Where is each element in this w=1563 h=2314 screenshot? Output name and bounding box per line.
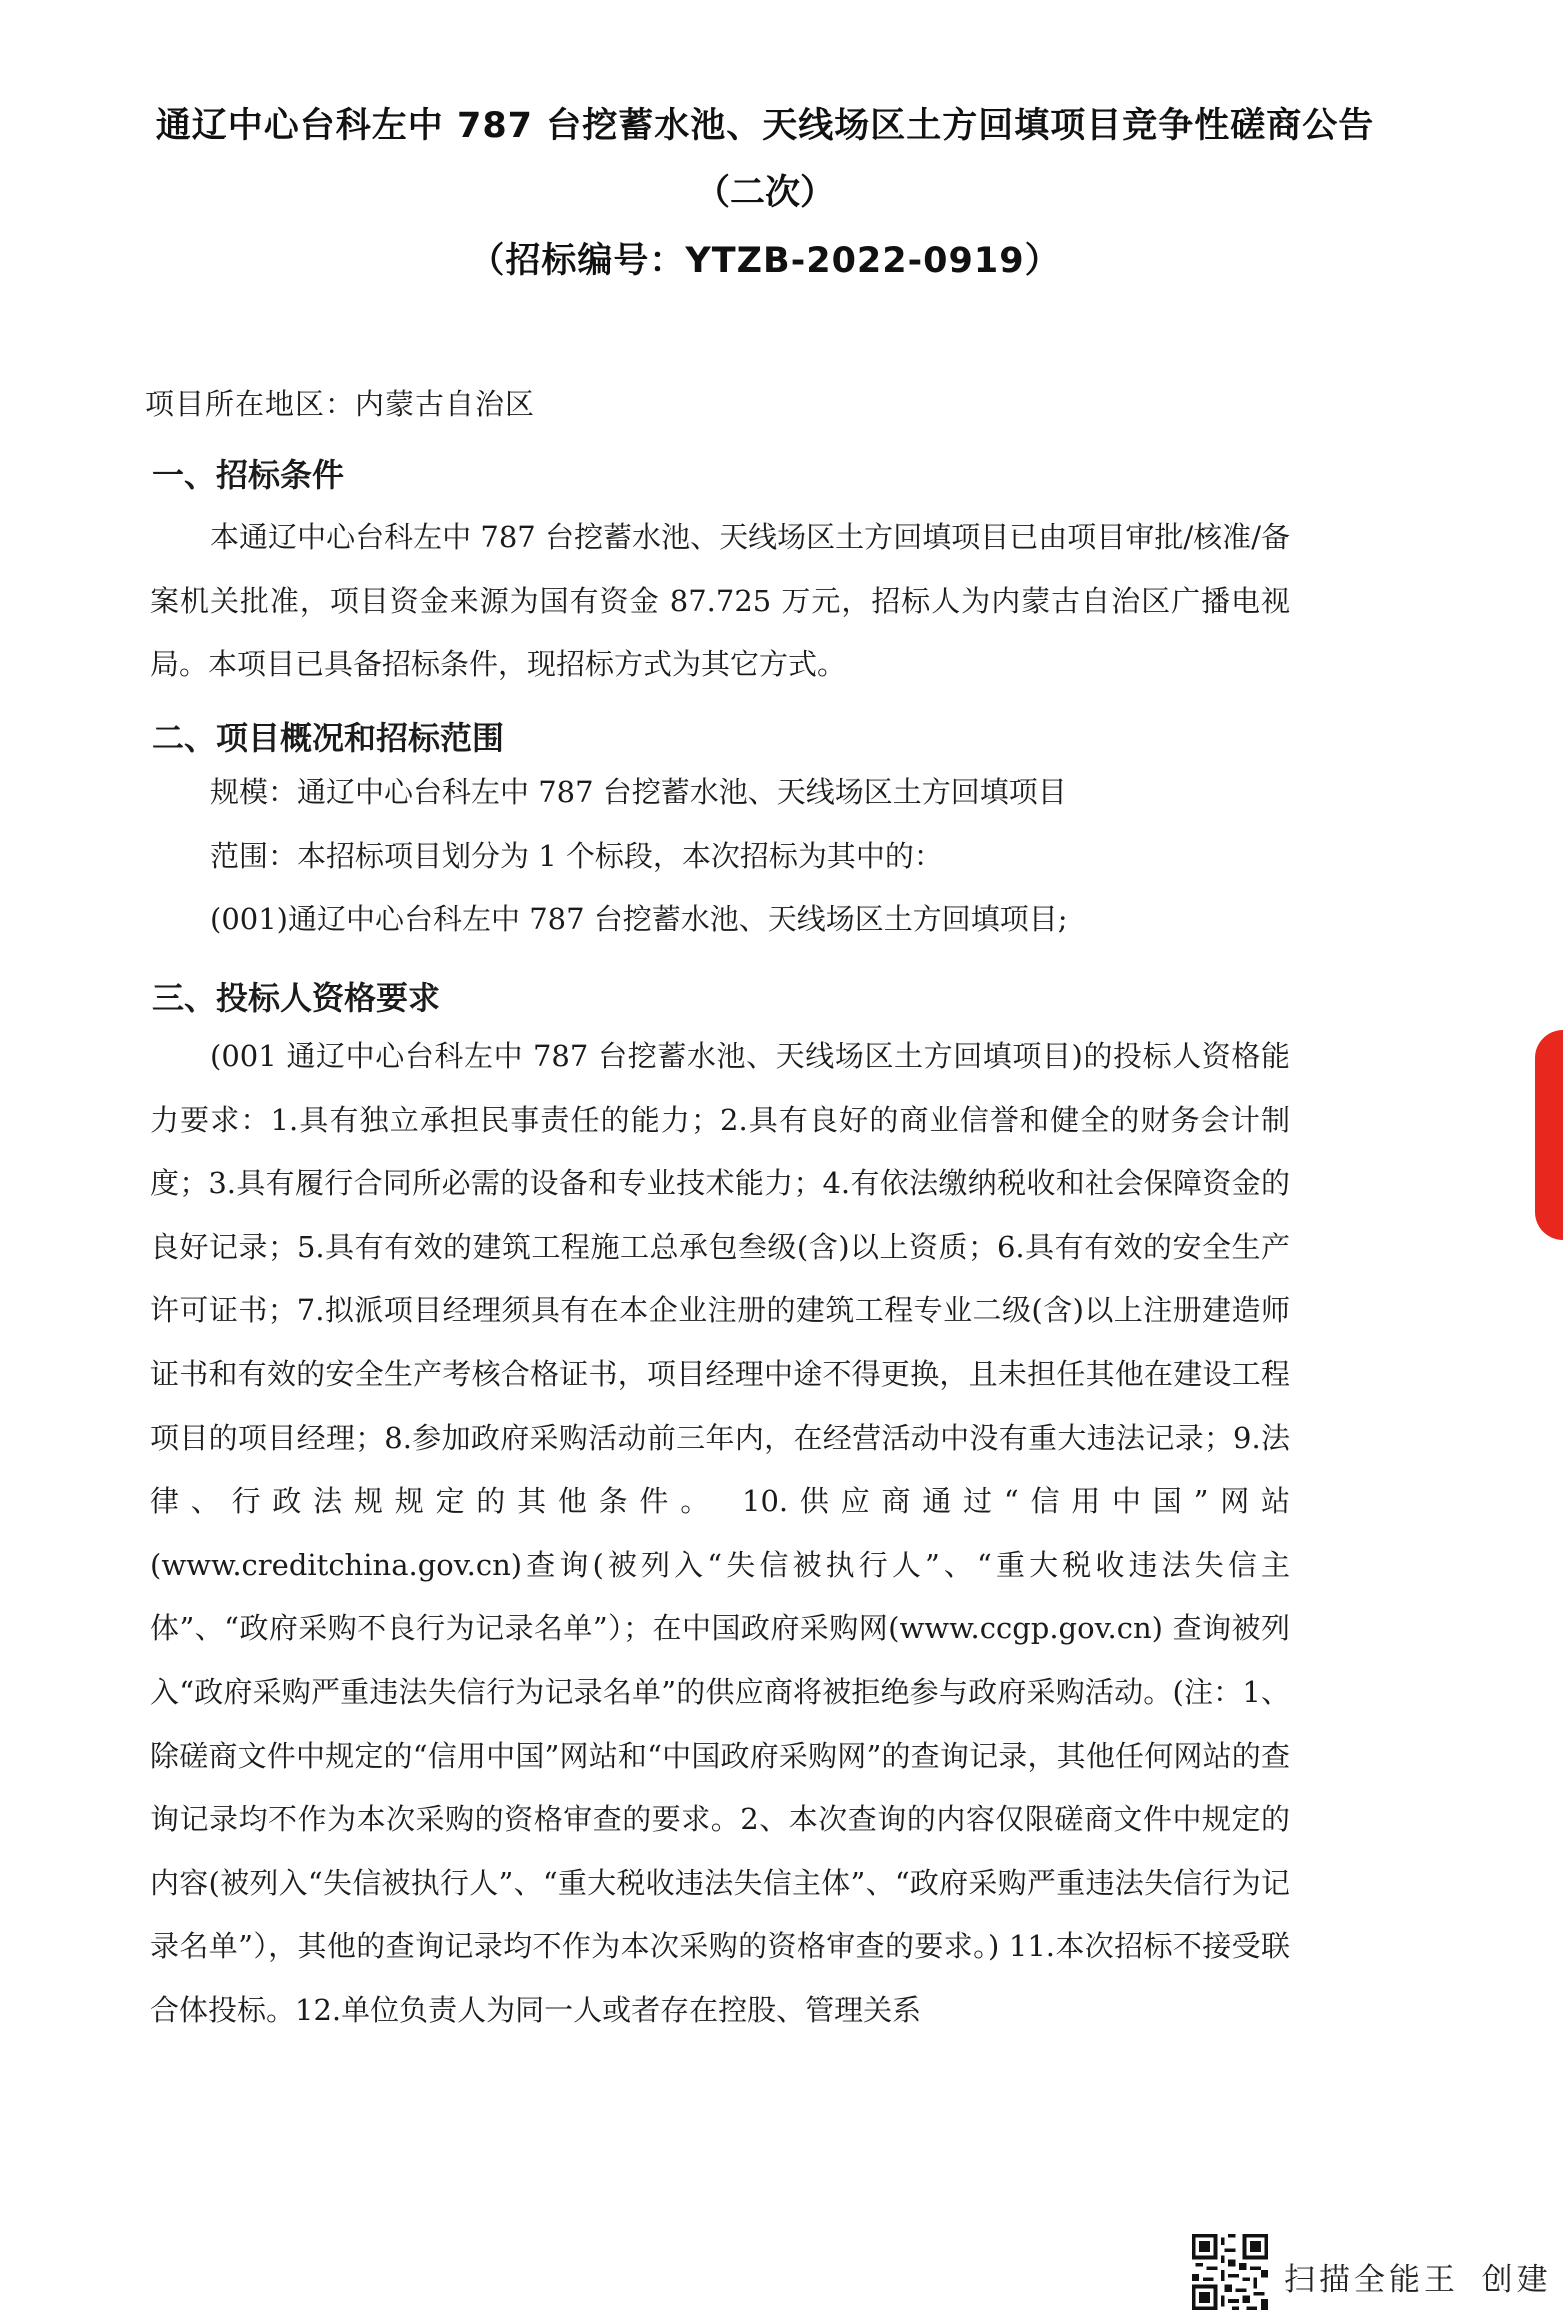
tender-number: （招标编号：YTZB-2022-0919） xyxy=(469,241,1061,281)
section-body-tender-conditions xyxy=(150,506,1290,697)
document-title: 通辽中心台科左中 787 台挖蓄水池、天线场区土方回填项目竞争性磋商公告 xyxy=(155,106,1375,146)
scanner-watermark xyxy=(1192,2234,1563,2314)
project-scale: 规模：通辽中心台科左中 787 台挖蓄水池、天线场区土方回填项目 xyxy=(210,775,1067,809)
section-text: 本通辽中心台科左中 787 台挖蓄水池、天线场区土方回填项目已由项目审批/核准/备案机关批准，项目资金来源为国有资金 87.725 万元，招标人为内蒙古自治区广播电视局。本项目已具备招标条件，现招标方式为其它方式。 xyxy=(150,520,1290,681)
red-seal-edge xyxy=(1535,1030,1563,1240)
project-lot: (001)通辽中心台科左中 787 台挖蓄水池、天线场区土方回填项目; xyxy=(210,902,1068,936)
section-heading-project-overview: 二、项目概况和招标范围 xyxy=(152,719,505,757)
section-heading-bidder-qualifications: 三、投标人资格要求 xyxy=(152,979,441,1017)
project-scope: 范围：本招标项目划分为 1 个标段，本次招标为其中的： xyxy=(210,839,943,873)
document-title-edition: （二次） xyxy=(694,173,835,213)
section-heading-tender-conditions: 一、招标条件 xyxy=(152,456,345,494)
watermark-text: 扫描全能王 创建 xyxy=(1284,2262,1552,2298)
qr-code-icon xyxy=(1192,2234,1268,2310)
section-text: (001 通辽中心台科左中 787 台挖蓄水池、天线场区土方回填项目)的投标人资格能力要求：1.具有独立承担民事责任的能力；2.具有良好的商业信誉和健全的财务会计制度；3.具有履行合同所必需的设备和专业技术能力；4.有依法缴纳税收和社会保障资金的良好记录；5.具有有效的建筑工程施工总承包叁级(含)以上资质；6.具有有效的安全生产许可证书；7.拟派项目经理须具有在本企业注册的建筑工程专业二级(含)以上注册建造师证书和有效的安全生产考核合格证书，项目经理中途不得更换，且未担任其他在建设工程项目的项目经理；8.参加政府采购活动前三年内，在经营活动中没有重大违法记录；9.法律、行政法规规定的其他条件。 10.供应商通过“信用中国”网站 (www.creditchina.gov.cn)查询(被列入“失信被执行人”、“重大税收违法失信主体”、“政府采购不良行为记录名单”）；在中国政府采购网(www.ccgp.gov.cn) 查询被列入“政府采购严重违法失信行为记录名单”的供应商将被拒绝参与政府采购活动。(注：1、除磋商文件中规定的“信用中国”网站和“中国政府采购网”的查询记录，其他任何网站的查询记录均不作为本次采购的资格审查的要求。2、本次查询的内容仅限磋商文件中规定的内容(被列入“失信被执行人”、“重大税收违法失信主体”、“政府采购严重违法失信行为记录名单”），其他的查询记录均不作为本次采购的资格审查的要求。) 11.本次招标不接受联合体投标。12.单位负责人为同一人或者存在控股、管理关系 xyxy=(150,1039,1290,2027)
section-body-bidder-qualifications xyxy=(150,1025,1290,2043)
project-region: 项目所在地区：内蒙古自治区 xyxy=(145,387,536,421)
